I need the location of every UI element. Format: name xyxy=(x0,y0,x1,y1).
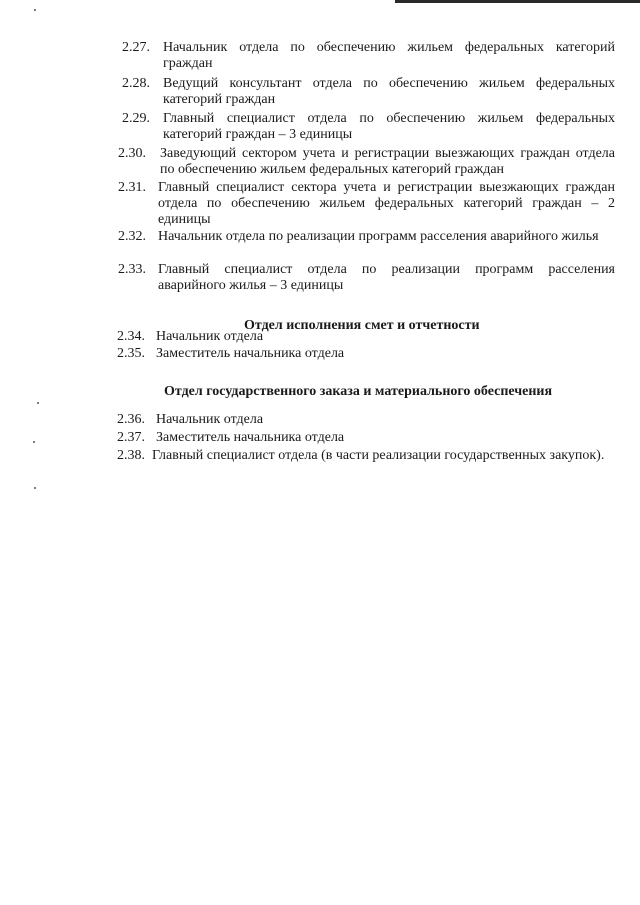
list-item xyxy=(118,262,615,294)
scan-speck xyxy=(37,402,39,404)
scan-speck xyxy=(34,487,36,489)
list-item xyxy=(117,430,344,446)
item-text: Ведущий консультант отдела по обеспечению жильем федеральных категорий граждан xyxy=(163,76,615,107)
item-text: Главный специалист отдела (в части реализации государственных закупок). xyxy=(152,448,605,463)
item-text: Заместитель начальника отдела xyxy=(156,346,345,361)
item-text: Главный специалист отдела по реализации программ расселения аварийного жилья – 3 единицы xyxy=(158,262,615,293)
list-item xyxy=(117,346,344,362)
item-number: 2.34. xyxy=(117,329,145,344)
item-number: 2.32. xyxy=(118,229,146,244)
list-item xyxy=(122,40,615,72)
item-number: 2.29. xyxy=(122,111,150,126)
list-item xyxy=(117,329,263,345)
item-number: 2.36. xyxy=(117,412,145,427)
item-text: Начальник отдела xyxy=(156,412,264,427)
item-text: Главный специалист сектора учета и регистрации выезжающих граждан отдела по обеспечению жильем федеральных категорий граждан – 2 единицы xyxy=(158,180,615,227)
item-text: Начальник отдела по реализации программ расселения аварийного жилья xyxy=(158,229,599,244)
item-text: Заведующий сектором учета и регистрации выезжающих граждан отдела по обеспечению жильем федеральных категорий граждан xyxy=(160,146,615,177)
scan-edge-line xyxy=(395,0,640,3)
section-heading: Отдел государственного заказа и материального обеспечения xyxy=(164,384,553,399)
item-text: Начальник отдела xyxy=(156,329,264,344)
item-number: 2.31. xyxy=(118,180,146,195)
scan-speck xyxy=(33,441,35,443)
list-item xyxy=(118,146,615,178)
item-text: Заместитель начальника отдела xyxy=(156,430,345,445)
item-number: 2.33. xyxy=(118,262,146,277)
item-number: 2.30. xyxy=(118,146,146,161)
item-text-wrap xyxy=(117,448,613,464)
list-item xyxy=(118,180,615,228)
item-number: 2.37. xyxy=(117,430,145,445)
list-item xyxy=(117,448,613,464)
item-number: 2.27. xyxy=(122,40,150,55)
item-number: 2.28. xyxy=(122,76,150,91)
list-item xyxy=(122,111,615,143)
item-text: Начальник отдела по обеспечению жильем федеральных категорий граждан xyxy=(163,40,615,71)
list-item xyxy=(122,76,615,108)
list-item xyxy=(118,229,615,245)
item-text: Главный специалист отдела по обеспечению жильем федеральных категорий граждан – 3 единицы xyxy=(163,111,615,142)
section-heading: Отдел исполнения смет и отчетности xyxy=(244,318,480,333)
item-number: 2.38. xyxy=(117,448,145,463)
scan-speck xyxy=(34,9,36,11)
item-number: 2.35. xyxy=(117,346,145,361)
list-item xyxy=(117,412,263,428)
